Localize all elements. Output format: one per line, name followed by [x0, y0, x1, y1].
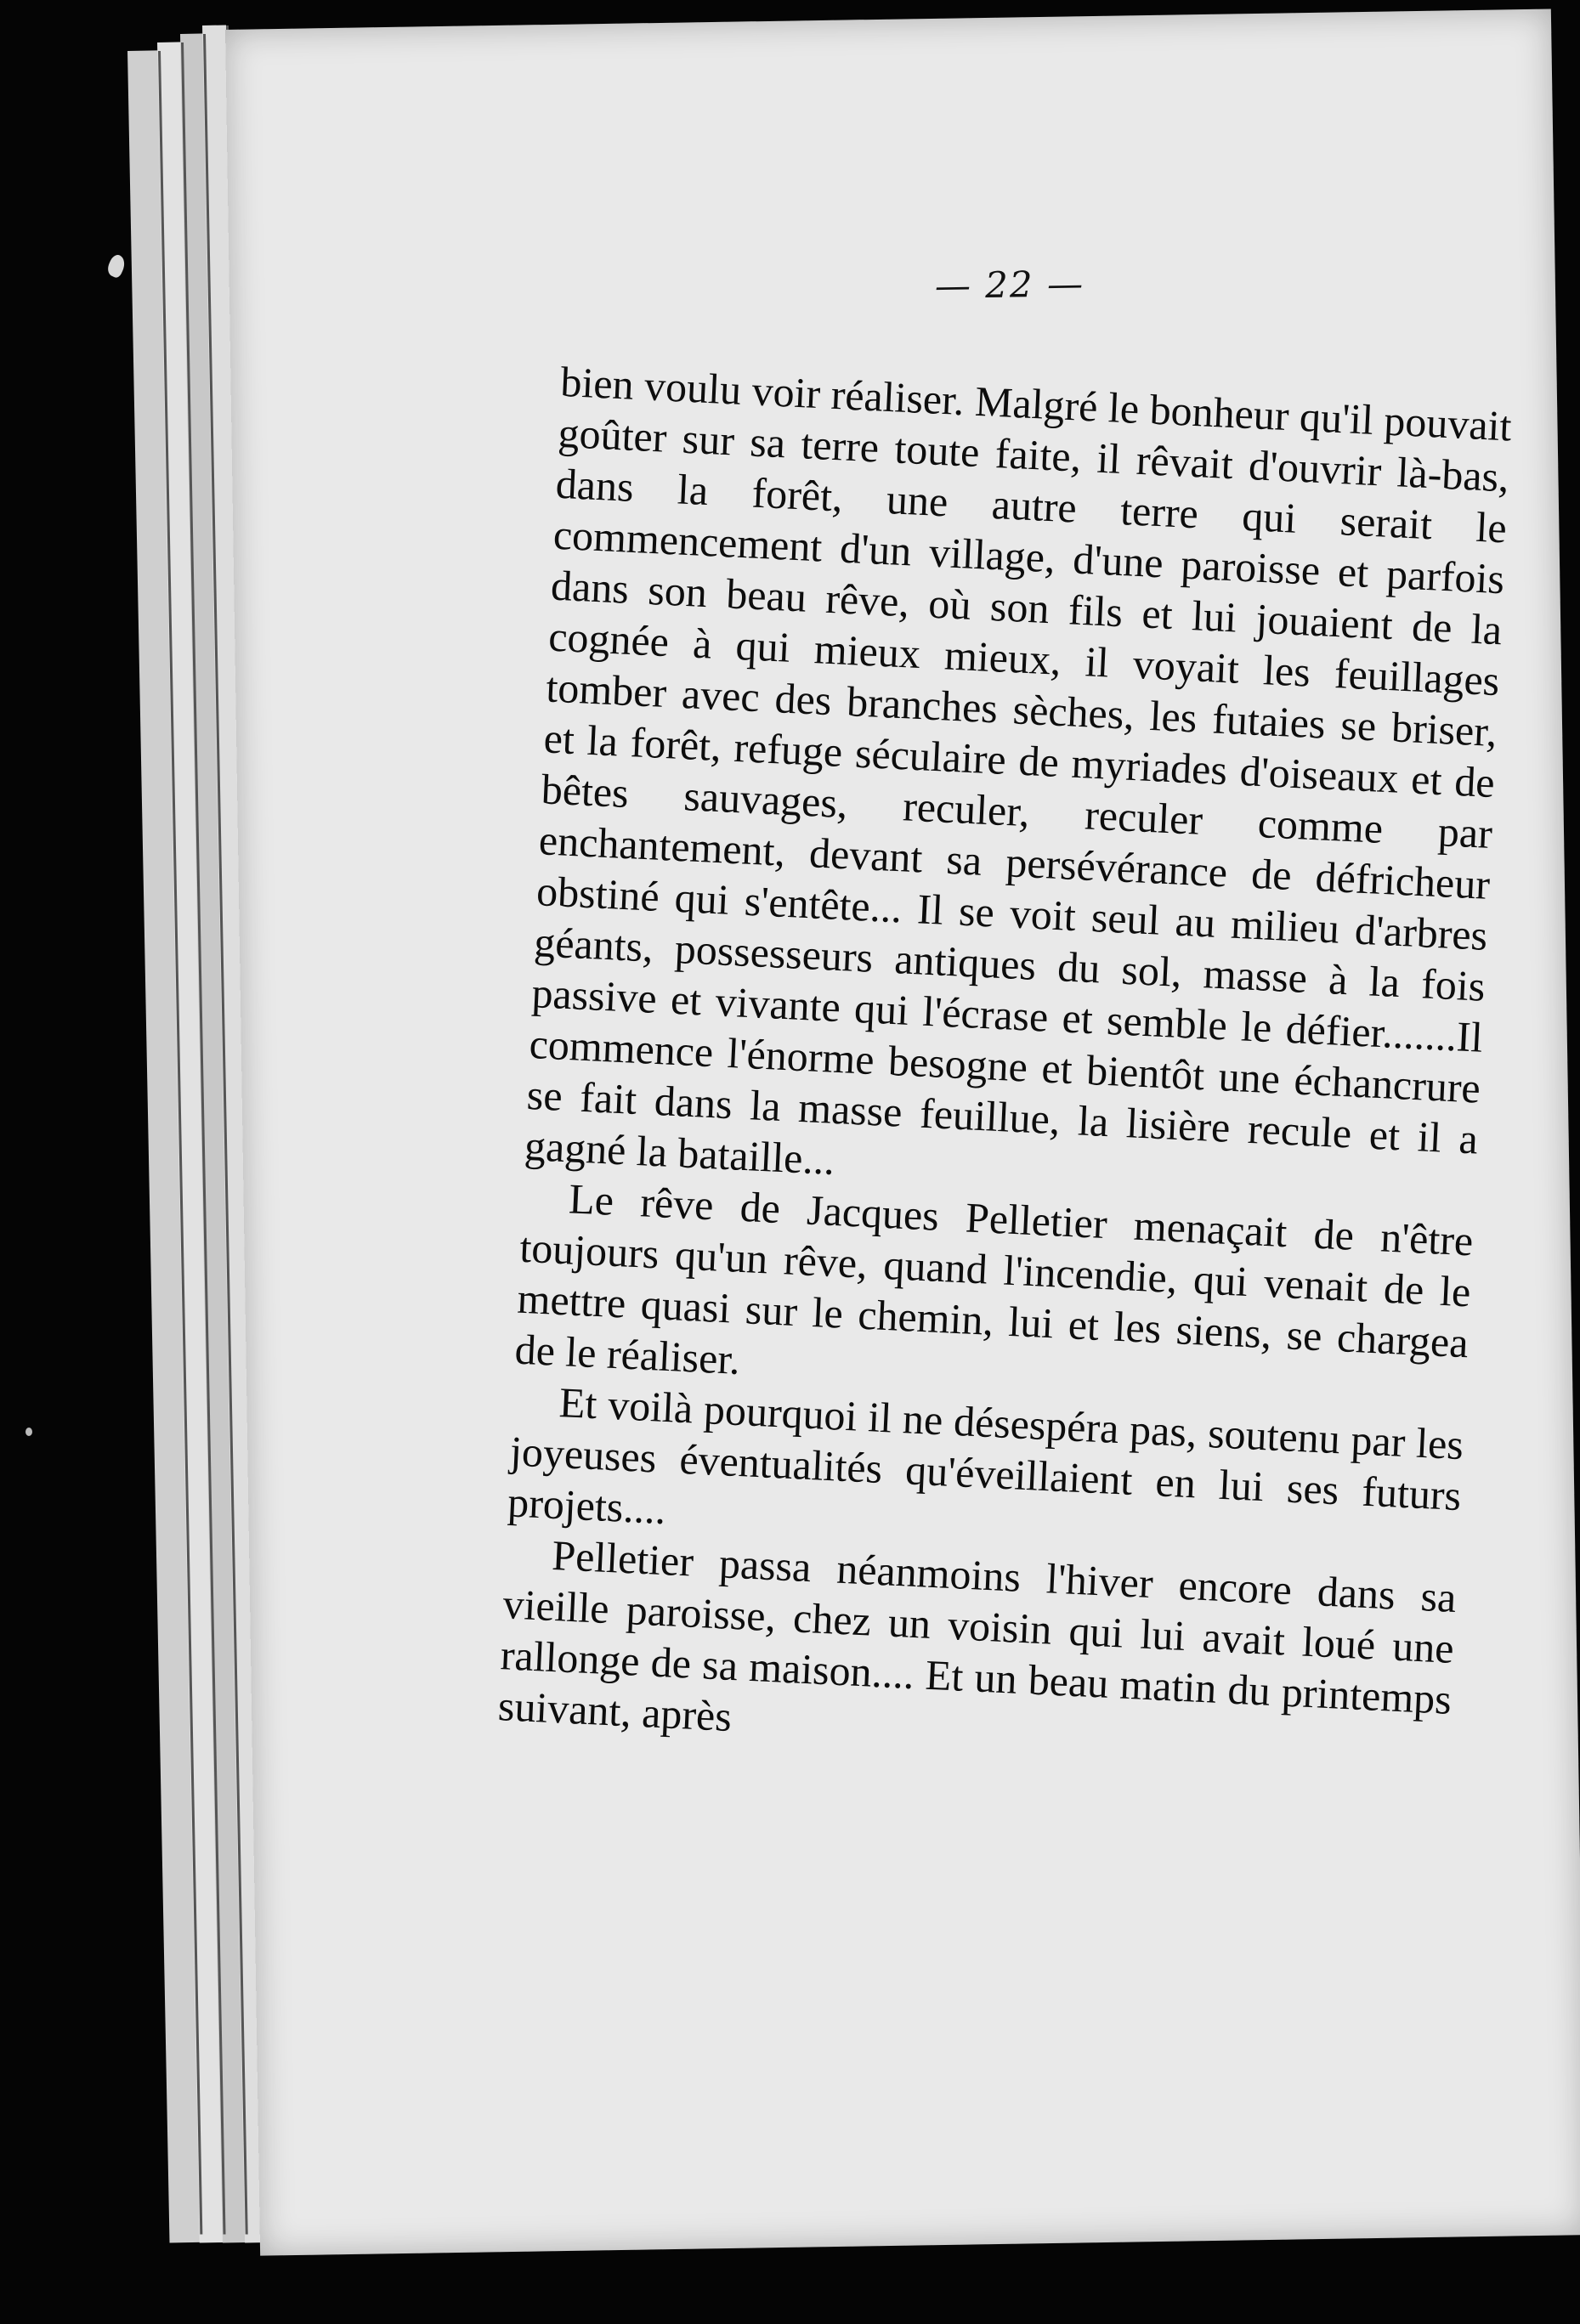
- paragraph: Et voilà pourquoi il ne désespéra pas, soutenu par les joyeuses éventualités qu'éveillaient en lui ses futurs projets....: [507, 1378, 1465, 1534]
- paragraph: Le rêve de Jacques Pelletier menaçait de n'être toujours qu'un rêve, quand l'incendie, qui venait de le mettre quasi sur le chemin, lui et les siens, se chargea de le réaliser.: [513, 1174, 1475, 1383]
- body-text: [497, 356, 1513, 1776]
- paragraph: Pelletier passa néanmoins l'hiver encore dans sa vieille paroisse, chez un voisin qui lui avait loué une rallonge de sa maison.... Et un beau matin du printemps suivant, après: [496, 1530, 1458, 1740]
- scan-speck: [105, 252, 127, 279]
- paragraph: bien voulu voir réaliser. Malgré le bonheur qu'il pouvait goûter sur sa terre toute faite, il rêvait d'ouvrir là-bas, dans la forêt, une autre terre qui serait le commencement d'un village, d'une paroisse et parfois dans son beau rêve, où son fils et lui jouaient de la cognée à qui mieux mieux, il voyait les feuillages tomber avec des branches sèches, les futaies se briser, et la forêt, refuge séculaire de myriades d'oiseaux et de bêtes sauvages, reculer, reculer comme par enchantement, devant sa persévérance de défricheur obstiné qui s'entête... Il se voit seul au milieu d'arbres géants, possesseurs antiques du sol, masse à la fois passive et vivante qui l'écrase et semble le défier.......Il commence l'énorme besogne et bientôt une échancrure se fait dans la masse feuillue, la lisière recule et il a gagné la bataille...: [523, 357, 1513, 1184]
- page-number: — 22 —: [934, 263, 1085, 307]
- book-page: [225, 8, 1580, 2255]
- scan-speck: [25, 1428, 32, 1436]
